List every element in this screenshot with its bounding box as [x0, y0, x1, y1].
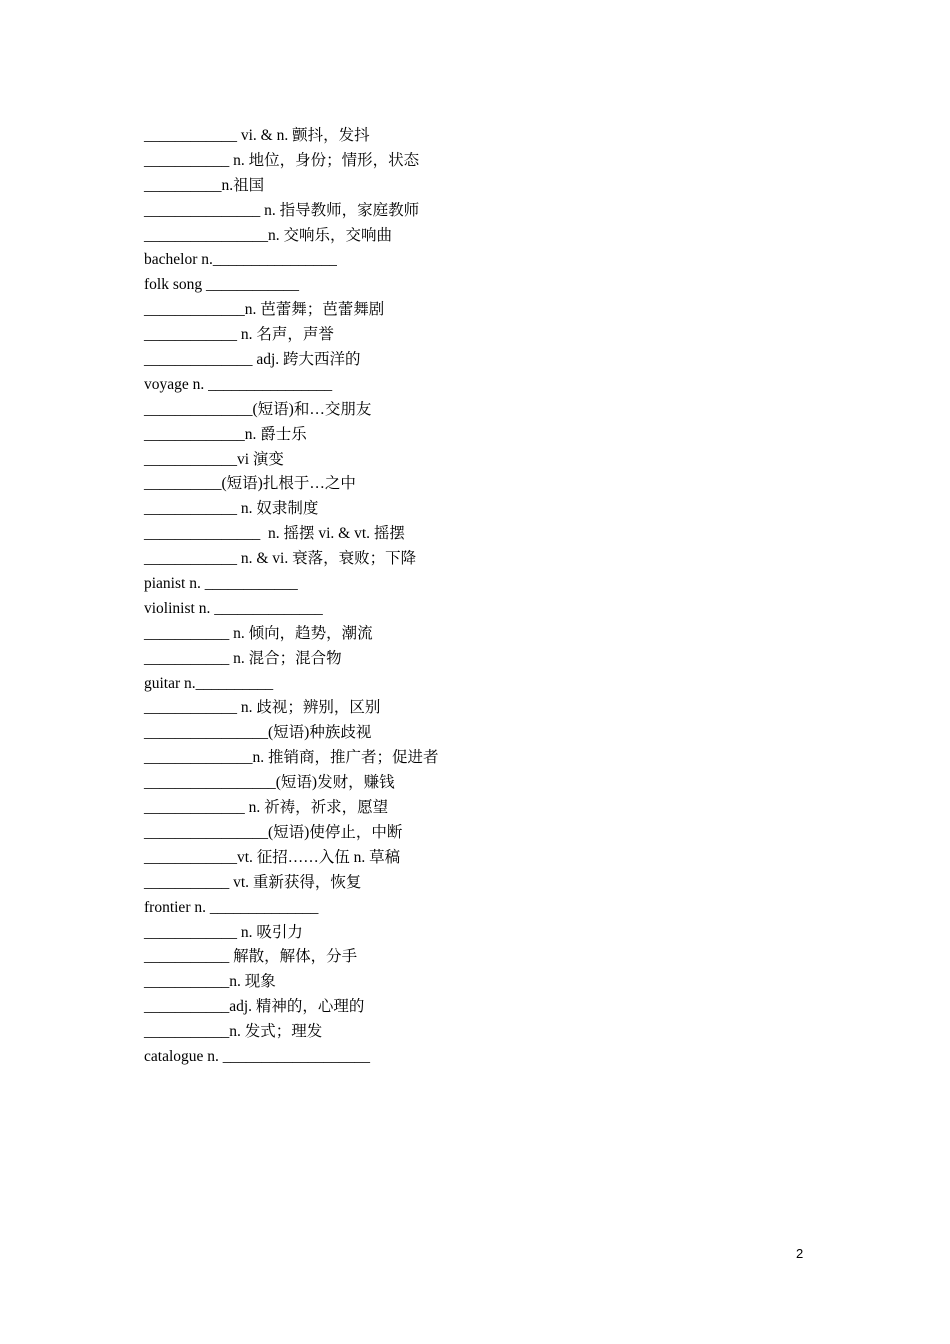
vocab-line: __________(短语)扎根于…之中	[144, 475, 356, 493]
vocab-line: ___________adj. 精神的，心理的	[144, 998, 365, 1016]
vocab-line: ____________ n. 吸引力	[144, 923, 303, 941]
vocab-line: ___________ vt. 重新获得，恢复	[144, 873, 362, 891]
vocab-line: ____________vi 演变	[144, 450, 284, 468]
page-number: 2	[796, 1246, 804, 1261]
vocab-line: _________________(短语)发财，赚钱	[144, 774, 395, 792]
vocab-line: ____________vt. 征招……入伍 n. 草稿	[144, 848, 401, 866]
vocab-line: ____________ n. 名声，声誉	[144, 326, 334, 344]
vocab-line: violinist n. ______________	[144, 599, 323, 617]
vocab-line: ___________ n. 混合；混合物	[144, 649, 342, 667]
vocab-line: ____________ n. 歧视；辨别，区别	[144, 699, 381, 717]
vocab-line: ___________n. 现象	[144, 973, 276, 991]
vocab-line: ________________(短语)种族歧视	[144, 724, 372, 742]
vocab-line: bachelor n.________________	[144, 251, 337, 269]
vocab-line: folk song ____________	[144, 276, 299, 294]
vocab-line: ____________ vi. & n. 颤抖，发抖	[144, 127, 370, 144]
vocab-line: ____________ n. & vi. 衰落，衰败；下降	[144, 550, 417, 568]
vocab-line: ___________ 解散，解体，分手	[144, 948, 358, 966]
vocab-line: _____________n. 芭蕾舞；芭蕾舞剧	[144, 301, 385, 319]
vocab-line: voyage n. ________________	[144, 375, 333, 393]
vocab-line: __________n.祖国	[144, 176, 265, 194]
vocab-line: _______________ n. 指导教师，家庭教师	[144, 201, 420, 219]
vocab-line: ___________n. 发式；理发	[144, 1023, 323, 1041]
vocab-line: ___________ n. 地位，身份；情形，状态	[144, 151, 420, 169]
vocab-line: ______________n. 推销商，推广者；促进者	[144, 749, 439, 767]
vocab-line: ______________(短语)和…交朋友	[144, 400, 372, 418]
vocab-line: ____________ n. 奴隶制度	[144, 500, 319, 518]
vocab-line: ___________ n. 倾向，趋势，潮流	[144, 624, 373, 642]
vocab-line: guitar n.__________	[144, 674, 274, 692]
vocab-line: ________________n. 交响乐，交响曲	[144, 226, 393, 244]
vocabulary-list	[144, 124, 844, 1070]
vocab-line: _____________n. 爵士乐	[144, 425, 307, 443]
vocab-line: frontier n. ______________	[144, 898, 319, 916]
vocab-line: _____________ n. 祈祷，祈求，愿望	[144, 799, 389, 817]
vocab-line: pianist n. ____________	[144, 575, 298, 593]
vocab-line: ________________(短语)使停止，中断	[144, 823, 403, 841]
vocab-line: _______________ n. 摇摆 vi. & vt. 摇摆	[144, 525, 405, 543]
vocab-line: ______________ adj. 跨大西洋的	[144, 351, 361, 369]
vocab-line: catalogue n. ___________________	[144, 1047, 371, 1065]
